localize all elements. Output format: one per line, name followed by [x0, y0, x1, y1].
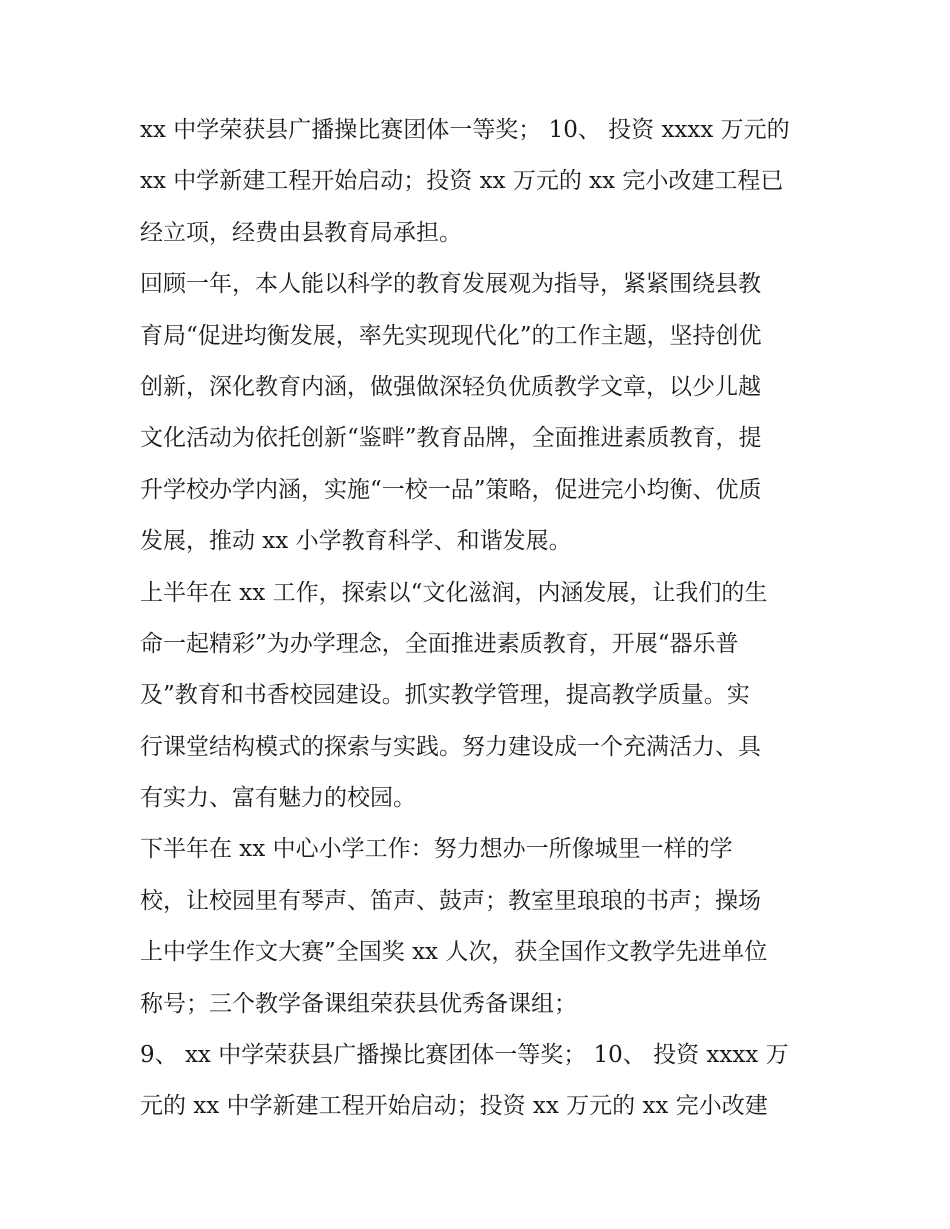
- document-body: [140, 105, 820, 1133]
- text-line: 经立项，经费由县教育局承担。: [140, 219, 462, 246]
- text-line: 上半年在 xx 工作，探索以“文化滋润，内涵发展，让我们的生: [140, 579, 768, 606]
- text-line: 行课堂结构模式的探索与实践。努力建设成一个充满活力、具: [140, 733, 761, 760]
- text-line: 命一起精彩”为办学理念，全面推进素质教育，开展“器乐普: [140, 630, 739, 657]
- text-line: 回顾一年，本人能以科学的教育发展观为指导，紧紧围绕县教: [140, 271, 761, 298]
- text-line: 9、 xx 中学荣获县广播操比赛团体一等奖； 10、 投资 xxxx 万: [140, 1042, 789, 1069]
- text-line: 及”教育和书香校园建设。抓实教学管理，提高教学质量。实: [140, 682, 750, 709]
- text-line: 创新，深化教育内涵，做强做深轻负优质教学文章，以少儿越: [140, 373, 761, 400]
- text-line: 有实力、富有魅力的校园。: [140, 785, 416, 812]
- text-line: 校，让校园里有琴声、笛声、鼓声；教室里琅琅的书声；操场: [140, 887, 761, 914]
- text-line: xx 中学荣获县广播操比赛团体一等奖； 10、 投资 xxxx 万元的: [140, 117, 790, 143]
- text-line: 发展，推动 xx 小学教育科学、和谐发展。: [140, 528, 572, 555]
- text-line: 文化活动为依托创新“鉴畔”教育品牌，全面推进素质教育，提: [140, 425, 762, 452]
- text-line: 元的 xx 中学新建工程开始启动；投资 xx 万元的 xx 完小改建: [140, 1093, 768, 1120]
- text-line: 下半年在 xx 中心小学工作：努力想办一所像城里一样的学: [140, 836, 733, 863]
- text-line: 上中学生作文大赛”全国奖 xx 人次，获全国作文教学先进单位: [140, 939, 768, 966]
- text-line: 升学校办学内涵，实施“一校一品”策略，促进完小均衡、优质: [140, 476, 762, 503]
- text-line: xx 中学新建工程开始启动；投资 xx 万元的 xx 完小改建工程已: [140, 168, 784, 195]
- text-line: 称号；三个教学备课组荣获县优秀备课组；: [140, 990, 577, 1017]
- text-line: 育局“促进均衡发展，率先实现现代化”的工作主题，坚持创优: [140, 322, 762, 349]
